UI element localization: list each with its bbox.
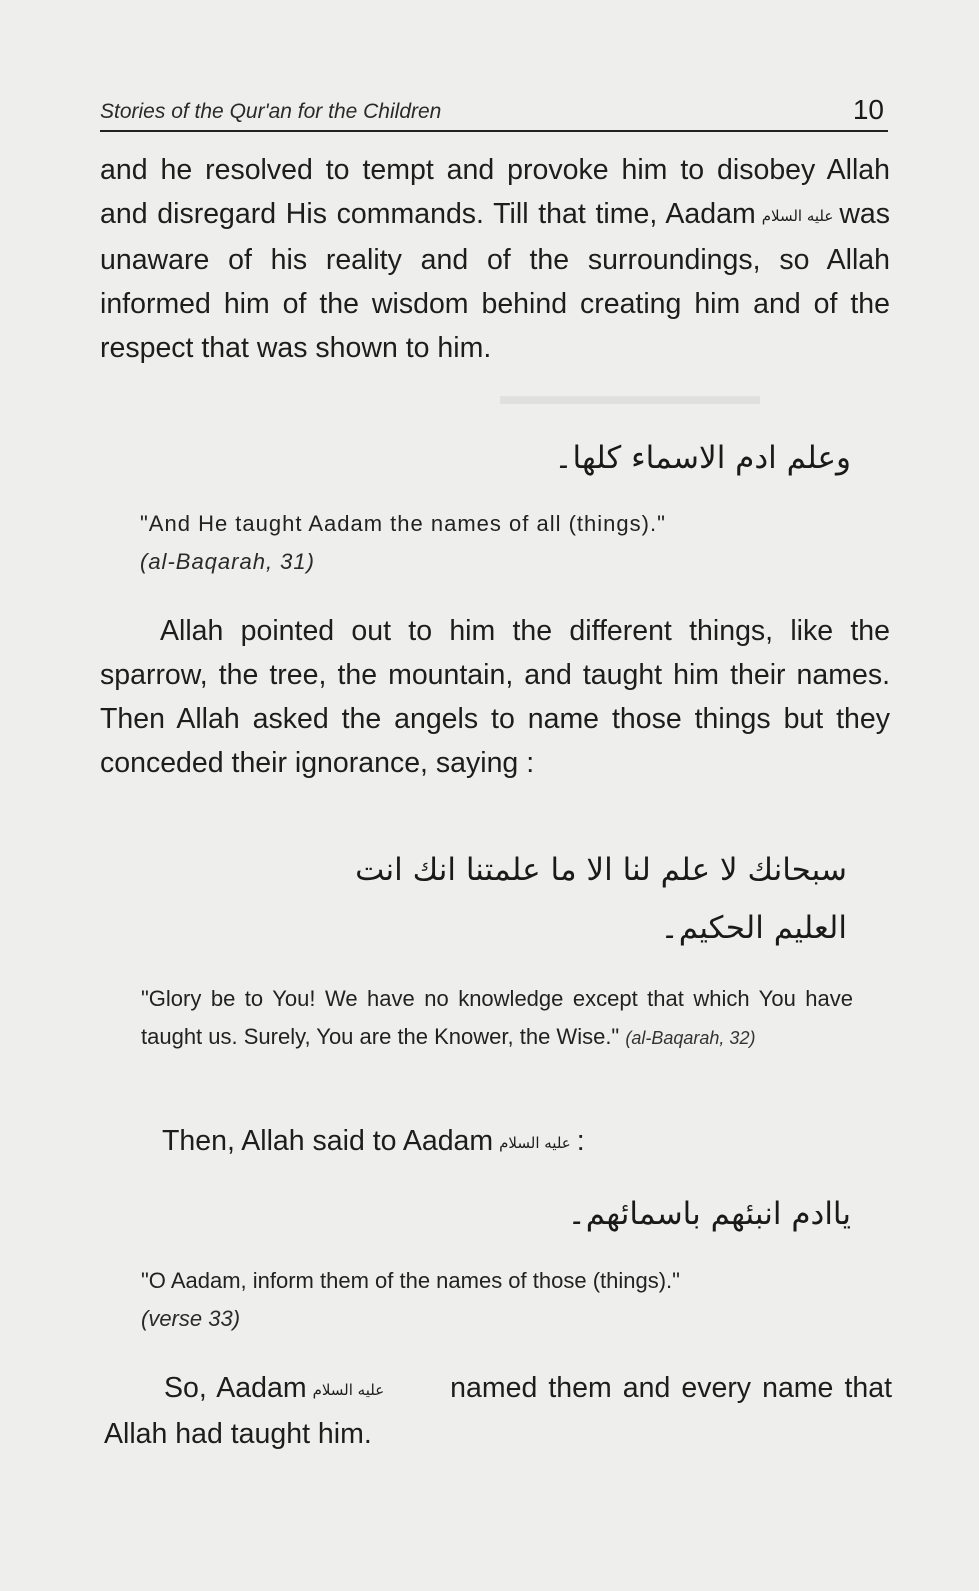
verse-31-reference: (al-Baqarah, 31) bbox=[140, 549, 315, 574]
page-number: 10 bbox=[852, 94, 884, 125]
verse-33-quote: "O Aadam, inform them of the names of those (things)." bbox=[141, 1268, 680, 1293]
paragraph-4 bbox=[104, 1366, 892, 1456]
verse-32-reference: (al-Baqarah, 32) bbox=[625, 1028, 756, 1048]
paragraph-4-text-a: So, Aadam bbox=[164, 1372, 307, 1404]
paragraph-1-text-a: and he resolved to tempt and provoke him to disobey Allah and disregard His commands. Till that time, Aadam bbox=[100, 154, 890, 230]
paragraph-1 bbox=[100, 148, 890, 370]
arabic-verse-33: یاادم انبئهم باسمائهم۔ bbox=[567, 1196, 851, 1232]
arabic-verse-32-line-2: العليم الحكيم۔ bbox=[660, 910, 847, 946]
verse-32-translation bbox=[141, 980, 853, 1057]
bleed-through: ▬▬▬▬▬▬▬▬▬▬ bbox=[500, 380, 760, 410]
running-header bbox=[100, 86, 888, 132]
verse-31-quote: "And He taught Aadam the names of all (things)." bbox=[140, 511, 666, 536]
honorific-blessing: عليه السلام bbox=[499, 1134, 571, 1152]
honorific-blessing: عليه السلام bbox=[761, 207, 834, 225]
paragraph-3-text-a: Then, Allah said to Aadam bbox=[162, 1125, 494, 1157]
paragraph-3-text-b: : bbox=[576, 1125, 585, 1157]
paragraph-2: Allah pointed out to him the different things, like the sparrow, the tree, the mountain, and taught him their names. Then Allah asked the angels to name those things but they conceded their ignorance, saying : bbox=[100, 615, 890, 779]
book-title: Stories of the Qur'an for the Children bbox=[100, 100, 442, 123]
arabic-verse-32-line-1: سبحانك لا علم لنا الا ما علمتنا انك انت bbox=[355, 852, 847, 888]
paragraph-4-text-b: named them and every name that Allah had taught him. bbox=[104, 1372, 892, 1450]
verse-31-translation bbox=[140, 505, 666, 581]
arabic-verse-31: وعلم ادم الاسماء كلها۔ bbox=[554, 440, 851, 476]
honorific-blessing: عليه السلام bbox=[312, 1381, 385, 1399]
verse-33-reference: (verse 33) bbox=[141, 1306, 241, 1331]
paragraph-3 bbox=[162, 1125, 585, 1158]
verse-33-translation bbox=[141, 1262, 680, 1338]
verse-32-quote: "Glory be to You! We have no knowledge except that which You have taught us. Surely, You are the Knower, the Wise." bbox=[141, 986, 853, 1049]
paragraph-1-text-b: was unaware of his reality and of the surroundings, so Allah informed him of the wisdom behind creating him and of the respect that was shown to him. bbox=[100, 198, 890, 364]
